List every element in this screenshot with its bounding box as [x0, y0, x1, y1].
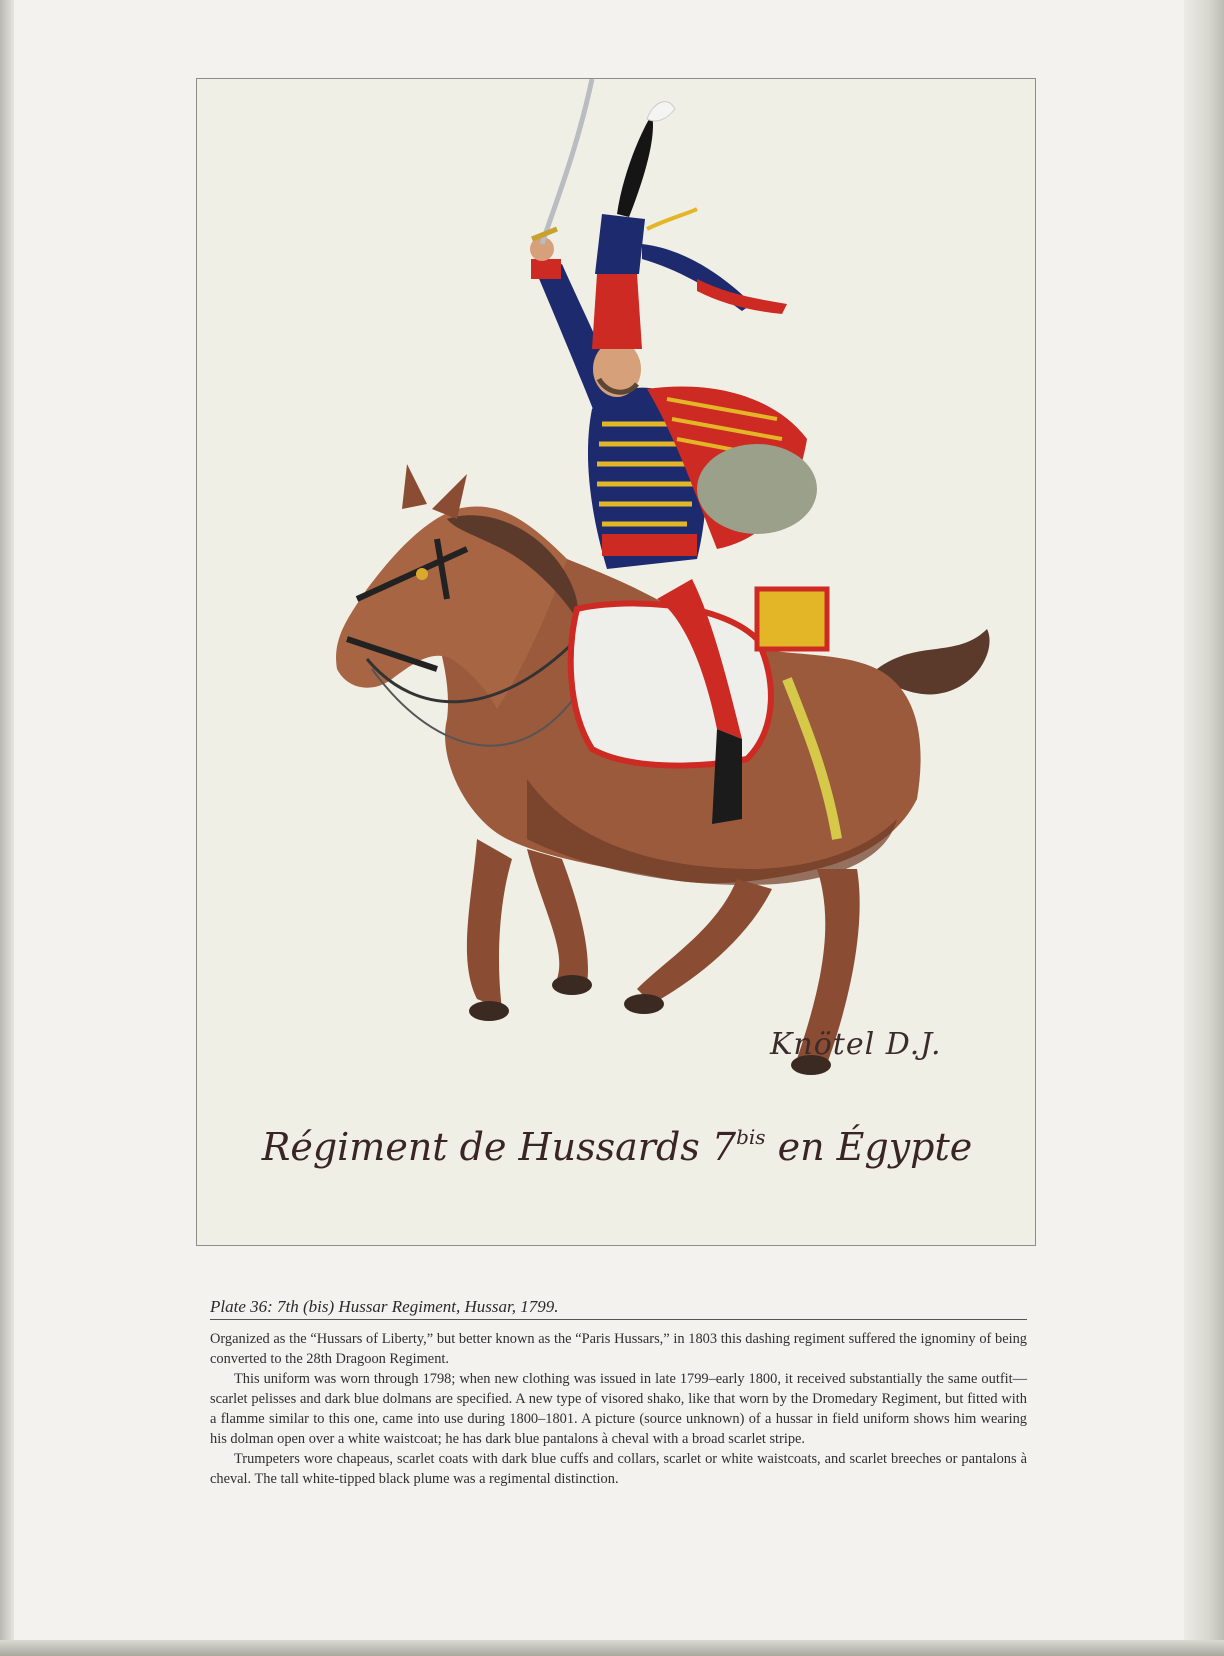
caption-paragraph: This uniform was worn through 1798; when new clothing was issued in late 1799–early 1800, it received substantially the same outfit—scarlet pelisses and dark blue dolmans are specified. A new type of visored shako, like that worn by the Dromedary Regiment, but fitted with a flamme similar to this one, came into use during 1800–1801. A picture (source unknown) of a hussar in field uniform shows him wearing his dolman open over a white waistcoat; he has dark blue pantalons à cheval with a broad scarlet stripe.	[210, 1371, 1027, 1447]
page-bottom-edge	[0, 1640, 1224, 1656]
book-spine-edge	[0, 0, 14, 1656]
caption-body	[210, 1329, 1027, 1489]
page-curl-edge	[1184, 0, 1224, 1656]
plate-inscription-superscript: bis	[736, 1125, 766, 1149]
plate-inscription	[197, 1125, 1037, 1169]
caption-paragraph: Trumpeters wore chapeaus, scarlet coats with dark blue cuffs and collars, scarlet or white waistcoats, and scarlet breeches or pantalons à cheval. The tall white-tipped black plume was a regimental distinction.	[210, 1451, 1027, 1487]
artist-signature: Knötel D.J.	[770, 1027, 942, 1062]
plate-inscription-main: Régiment de Hussards 7	[261, 1125, 737, 1169]
caption-paragraph: Organized as the “Hussars of Liberty,” but better known as the “Paris Hussars,” in 1803 this dashing regiment suffered the ignominy of being converted to the 28th Dragoon Regiment.	[210, 1331, 1027, 1367]
caption-title: Plate 36: 7th (bis) Hussar Regiment, Hussar, 1799.	[210, 1297, 1027, 1320]
illustration-plate	[196, 78, 1036, 1246]
plate-inscription-end: en Égypte	[765, 1125, 973, 1169]
hussar-illustration	[197, 79, 1035, 1245]
